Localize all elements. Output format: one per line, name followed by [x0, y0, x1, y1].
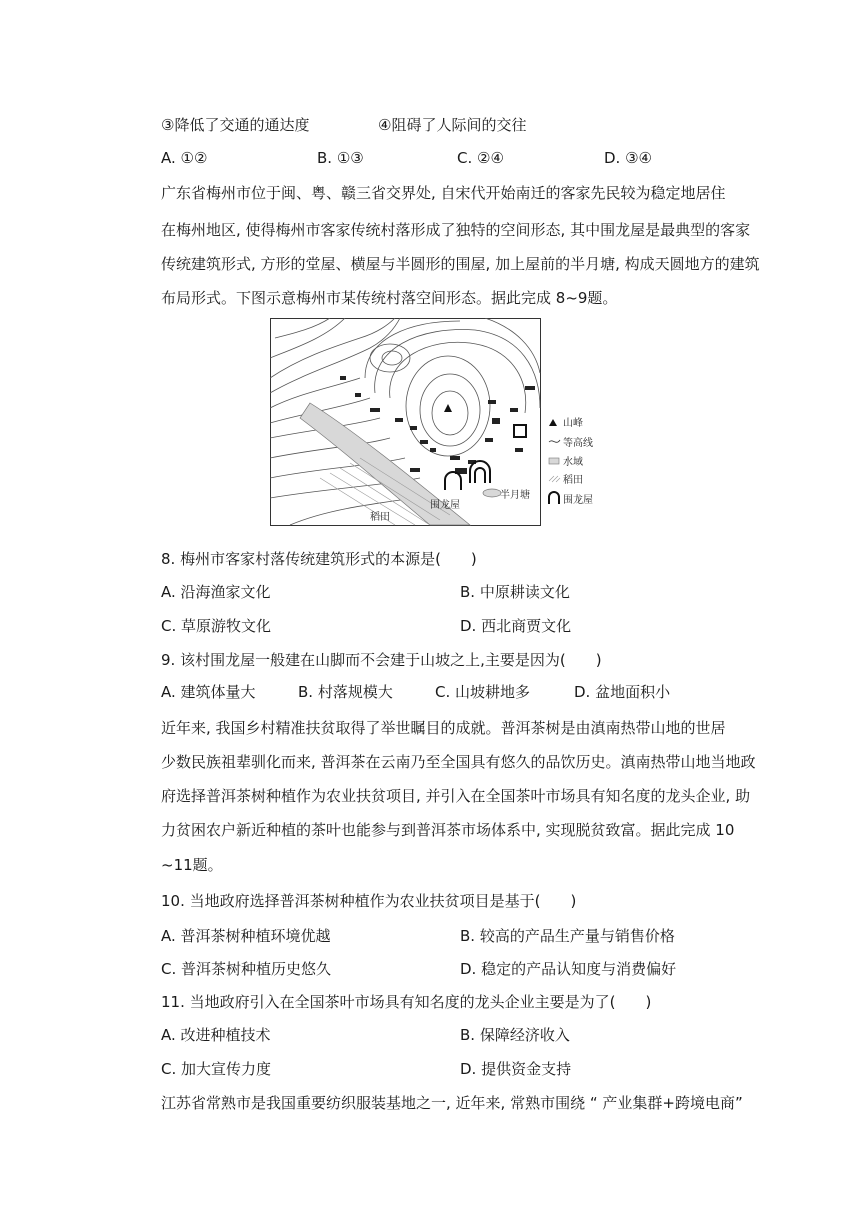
- passage2-line-1: 近年来, 我国乡村精准扶贫取得了举世瞩目的成就。普洱茶树是由滇南热带山地的世居: [161, 719, 726, 737]
- q8-choice-b: B. 中原耕读文化: [460, 583, 570, 601]
- passage2-line-2: 少数民族祖辈驯化而来, 普洱茶在云南乃至全国具有悠久的品饮历史。滇南热带山地当地政: [161, 753, 756, 771]
- half-moon-pond: [483, 489, 501, 497]
- legend-contour: 等高线: [563, 438, 593, 449]
- q11-choice-b: B. 保障经济收入: [460, 1026, 570, 1044]
- q11-choice-a: A. 改进种植技术: [161, 1026, 271, 1044]
- q10-choice-a: A. 普洱茶树种植环境优越: [161, 927, 331, 945]
- legend-peak-icon: [549, 419, 557, 426]
- legend-water: 水域: [563, 457, 583, 468]
- map-label-pond: 半月塘: [500, 490, 530, 501]
- legend-paddy-icon: [549, 476, 560, 482]
- legend-weilongwu-icon: [549, 492, 559, 504]
- q11-choice-c: C. 加大宣传力度: [161, 1060, 272, 1078]
- q9-choice-b: B. 村落规模大: [298, 683, 393, 701]
- q9-choice-a: A. 建筑体量大: [161, 683, 256, 701]
- q10-choice-d: D. 稳定的产品认知度与消费偏好: [460, 960, 677, 978]
- legend-contour-icon: [549, 440, 560, 442]
- passage3-line-1: 江苏省常熟市是我国重要纺织服装基地之一, 近年来, 常熟市围绕 “ 产业集群+跨境电商”: [161, 1094, 743, 1112]
- q7-choice-c: C. ②④: [457, 149, 504, 167]
- passage1-line-3: 传统建筑形式, 方形的堂屋、横屋与半圆形的围屋, 加上屋前的半月塘, 构成天圆地方的建筑: [161, 255, 760, 273]
- map-legend: [549, 416, 593, 506]
- map-label-weilongwu: 围龙屋: [430, 500, 460, 511]
- map-label-paddy: 稻田: [370, 512, 390, 523]
- q8-choice-a: A. 沿海渔家文化: [161, 583, 271, 601]
- passage1-line-4: 布局形式。下图示意梅州市某传统村落空间形态。据此完成 8~9题。: [161, 289, 618, 307]
- q11-choice-d: D. 提供资金支持: [460, 1060, 572, 1078]
- q8-stem: 8. 梅州市客家村落传统建筑形式的本源是( ): [161, 550, 477, 568]
- q7-choice-b: B. ①③: [317, 149, 364, 167]
- legend-peak: 山峰: [563, 418, 583, 429]
- legend-weilongwu: 围龙屋: [563, 495, 593, 506]
- passage2-line-5: ~11题。: [161, 856, 223, 874]
- q8-choice-d: D. 西北商贾文化: [460, 617, 572, 635]
- q7-choice-a: A. ①②: [161, 149, 208, 167]
- q7-choice-d: D. ③④: [604, 149, 652, 167]
- q11-stem: 11. 当地政府引入在全国茶叶市场具有知名度的龙头企业主要是为了( ): [161, 993, 652, 1011]
- q10-choice-c: C. 普洱茶树种植历史悠久: [161, 960, 332, 978]
- passage2-line-3: 府选择普洱茶树种植作为农业扶贫项目, 并引入在全国茶叶市场具有知名度的龙头企业, 助: [161, 787, 751, 805]
- q9-choice-d: D. 盆地面积小: [574, 683, 671, 701]
- q9-choice-c: C. 山坡耕地多: [435, 683, 531, 701]
- q7-option-4: ④阻碍了人际间的交往: [378, 116, 527, 134]
- village-map-figure: [270, 318, 605, 526]
- legend-paddy: 稻田: [563, 475, 583, 486]
- q10-choice-b: B. 较高的产品生产量与销售价格: [460, 927, 675, 945]
- legend-water-icon: [549, 458, 559, 464]
- q9-stem: 9. 该村围龙屋一般建在山脚而不会建于山坡之上,主要是因为( ): [161, 651, 602, 669]
- passage1-line-1: 广东省梅州市位于闽、粤、赣三省交界处, 自宋代开始南迁的客家先民较为稳定地居住: [161, 184, 726, 202]
- q10-stem: 10. 当地政府选择普洱茶树种植作为农业扶贫项目是基于( ): [161, 892, 577, 910]
- q8-choice-c: C. 草原游牧文化: [161, 617, 272, 635]
- passage2-line-4: 力贫困农户新近种植的茶叶也能参与到普洱茶市场体系中, 实现脱贫致富。据此完成 10: [161, 821, 735, 839]
- q7-option-3: ③降低了交通的通达度: [161, 116, 310, 134]
- passage1-line-2: 在梅州地区, 使得梅州市客家传统村落形成了独特的空间形态, 其中围龙屋是最典型的客家: [161, 221, 751, 239]
